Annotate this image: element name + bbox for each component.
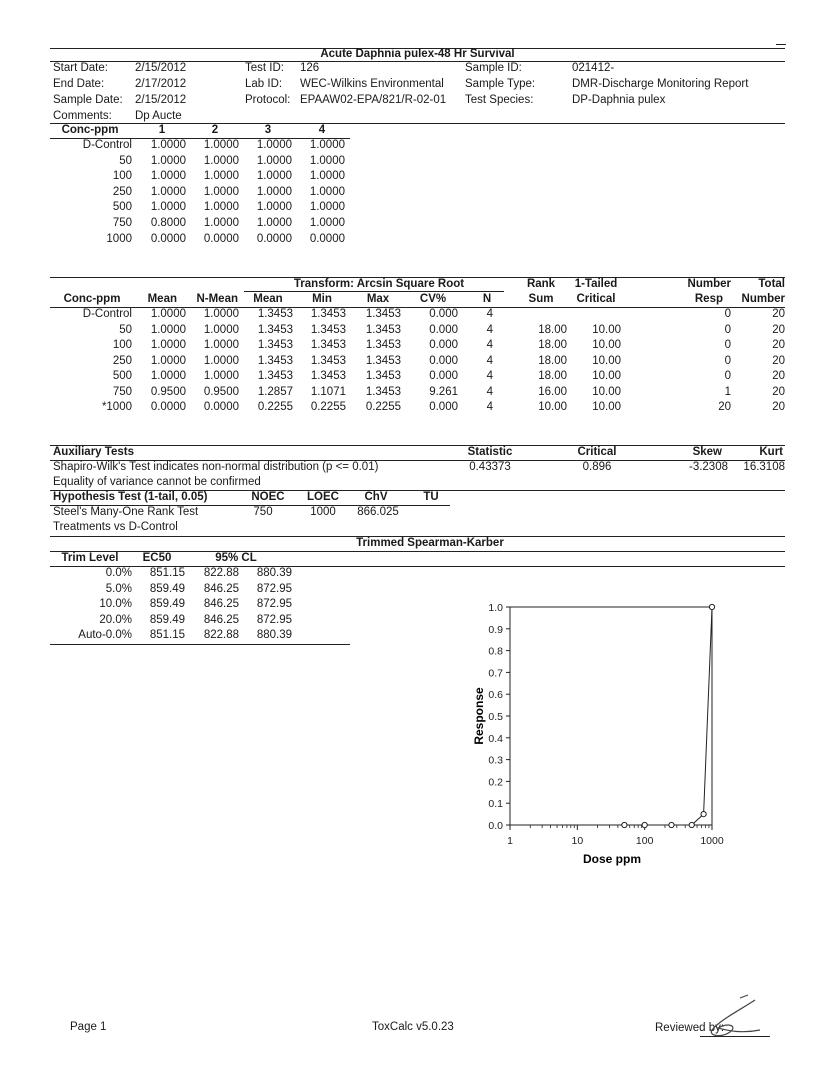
corner-mark <box>776 44 786 45</box>
summary-value: 0.0000 <box>150 401 186 413</box>
y-tick-label: 0.8 <box>488 645 503 658</box>
trim-level: 5.0% <box>105 582 132 595</box>
concentration: 250 <box>112 185 132 198</box>
summary-value: 20 <box>772 323 785 336</box>
statistic-value: 0.43373 <box>469 461 511 473</box>
summary-value: 1.3453 <box>365 385 401 398</box>
summary-value: 1.0000 <box>150 339 186 351</box>
data-point <box>701 812 706 817</box>
summary-value: 1.3453 <box>310 308 346 320</box>
column-header: Skew <box>692 446 722 458</box>
info-value: 126 <box>300 62 320 74</box>
summary-value: 1.3453 <box>365 323 401 336</box>
ec50-value: 851.15 <box>149 567 185 579</box>
summary-value: 10.00 <box>538 401 567 413</box>
sk-bottom-rule <box>50 644 350 645</box>
rep-value: 1.0000 <box>256 154 292 167</box>
summary-value: 18.00 <box>538 323 567 336</box>
summary-value: 20 <box>772 354 785 367</box>
loec-value: 1000 <box>310 506 336 518</box>
summary-value: 0.000 <box>429 323 458 336</box>
info-value: EPAAW02-EPA/821/R-02-01 <box>300 94 447 106</box>
summary-value: 0.9500 <box>150 385 186 398</box>
ec50-value: 880.39 <box>256 629 292 641</box>
y-tick-label: 0.4 <box>488 732 503 745</box>
ec50-value: 846.25 <box>203 598 239 610</box>
column-header: Conc-ppm <box>61 124 119 136</box>
ec50-value: 846.25 <box>203 582 239 595</box>
ec50-value: 859.49 <box>149 582 185 595</box>
data-point <box>709 604 714 609</box>
summary-value: 1.3453 <box>257 354 293 367</box>
concentration: 50 <box>119 154 132 167</box>
rep-value: 0.0000 <box>256 232 292 245</box>
x-tick-label: 1 <box>507 835 513 847</box>
info-label: Lab ID: <box>245 78 283 90</box>
summary-value: 10.00 <box>592 354 621 367</box>
hypothesis-note: Treatments vs D-Control <box>53 521 178 533</box>
summary-value: 4 <box>486 339 493 351</box>
summary-value: 9.261 <box>429 385 458 398</box>
rep-value: 1.0000 <box>150 154 186 167</box>
aux-title: Auxiliary Tests <box>53 446 134 458</box>
ec50-value: 859.49 <box>149 598 185 610</box>
summary-value: 1.0000 <box>203 354 239 367</box>
summary-value: 16.00 <box>538 385 567 398</box>
info-value: WEC-Wilkins Environmental <box>300 78 444 90</box>
summary-value: 20 <box>772 370 785 382</box>
column-header: 95% CL <box>215 552 257 564</box>
concentration: 250 <box>112 354 132 367</box>
summary-value: 1.3453 <box>365 354 401 367</box>
summary-value: 0.2255 <box>365 401 401 413</box>
info-label: Sample Type: <box>465 78 536 90</box>
x-tick-label: 1000 <box>700 835 724 847</box>
summary-value: 0.9500 <box>203 385 239 398</box>
signature-scribble <box>700 990 770 1040</box>
rep-value: 1.0000 <box>150 201 186 214</box>
concentration: 50 <box>119 323 132 336</box>
ec50-value: 872.95 <box>256 613 292 626</box>
y-tick-label: 0.6 <box>488 689 503 702</box>
summary-value: 1.3453 <box>310 370 346 382</box>
column-header: CV% <box>419 293 447 305</box>
column-header: N <box>482 293 492 305</box>
concentration: 750 <box>112 217 132 229</box>
ec50-value: 880.39 <box>256 567 292 579</box>
column-header: Rank <box>526 278 556 290</box>
concentration: 100 <box>112 339 132 351</box>
info-label: Sample Date: <box>53 94 123 106</box>
summary-value: 1.3453 <box>310 339 346 351</box>
y-tick-label: 0.3 <box>488 754 503 767</box>
summary-value: 4 <box>486 308 493 320</box>
rep-value: 0.0000 <box>150 232 186 245</box>
rep-value: 0.0000 <box>309 232 345 245</box>
info-value: 021412- <box>572 62 615 74</box>
summary-value: 18.00 <box>538 354 567 367</box>
summary-value: 0.000 <box>429 308 458 320</box>
y-axis-label: Response <box>472 687 486 745</box>
summary-value: 0.0000 <box>203 401 239 413</box>
ec50-value: 851.15 <box>149 629 185 641</box>
summary-value: 0.2255 <box>310 401 346 413</box>
summary-value: 4 <box>486 354 493 367</box>
summary-value: 1.3453 <box>257 339 293 351</box>
concentration: 1000 <box>106 232 132 245</box>
skew-value: -3.2308 <box>688 461 728 473</box>
transform-rule <box>244 291 504 292</box>
summary-value: 0.000 <box>429 354 458 367</box>
column-header: LOEC <box>307 491 339 503</box>
summary-value: 18.00 <box>538 339 567 351</box>
rep-value: 1.0000 <box>203 154 239 167</box>
summary-value: 1.3453 <box>365 308 401 320</box>
summary-value: 20 <box>772 308 785 320</box>
concentration: 100 <box>112 170 132 183</box>
y-tick-label: 0.9 <box>488 623 503 636</box>
summary-value: 18.00 <box>538 370 567 382</box>
rep-value: 1.0000 <box>203 217 239 229</box>
x-tick-label: 100 <box>635 835 654 847</box>
column-header: 1 <box>158 124 166 136</box>
page-number: Page 1 <box>70 1021 107 1033</box>
summary-value: 1.3453 <box>365 370 401 382</box>
summary-value: 0 <box>724 308 731 320</box>
column-header: N-Mean <box>196 293 238 305</box>
column-header: Total <box>758 278 785 290</box>
summary-value: 1.3453 <box>257 370 293 382</box>
rep-value: 1.0000 <box>203 185 239 198</box>
rep-value: 1.0000 <box>309 139 345 151</box>
ec50-value: 872.95 <box>256 582 292 595</box>
summary-value: 1.2857 <box>257 385 293 398</box>
summary-value: 1.0000 <box>150 323 186 336</box>
column-header: Mean <box>253 293 283 305</box>
rep-value: 0.8000 <box>150 217 186 229</box>
rep-value: 1.0000 <box>256 139 292 151</box>
rep-value: 1.0000 <box>150 139 186 151</box>
summary-value: 20 <box>772 339 785 351</box>
summary-value: 1.3453 <box>365 339 401 351</box>
concentration: D-Control <box>82 139 132 151</box>
response-series-line <box>624 607 712 825</box>
spearman-title: Trimmed Spearman-Karber <box>356 537 504 549</box>
column-header: 1-Tailed <box>574 278 618 290</box>
column-header: Critical <box>576 293 616 305</box>
concentration: D-Control <box>82 308 132 320</box>
chv-value: 866.025 <box>357 506 399 518</box>
summary-value: 1.3453 <box>257 308 293 320</box>
data-point <box>669 822 674 827</box>
summary-value: 1.0000 <box>203 339 239 351</box>
info-value: 2/15/2012 <box>135 62 187 74</box>
column-header: Resp <box>694 293 723 305</box>
software-version: ToxCalc v5.0.23 <box>372 1021 454 1033</box>
column-header: Min <box>312 293 332 305</box>
rep-value: 1.0000 <box>309 217 345 229</box>
column-header: Sum <box>528 293 554 305</box>
info-value: DP-Daphnia pulex <box>572 94 666 106</box>
report-title: Acute Daphnia pulex-48 Hr Survival <box>320 48 515 60</box>
summary-value: 1.0000 <box>150 308 186 320</box>
summary-value: 0 <box>724 323 731 336</box>
column-header: Conc-ppm <box>63 293 121 305</box>
info-value: DMR-Discharge Monitoring Report <box>572 78 749 90</box>
trim-level: 10.0% <box>99 598 132 610</box>
column-header: Mean <box>147 293 177 305</box>
column-header: EC50 <box>142 552 172 564</box>
summary-value: 10.00 <box>592 339 621 351</box>
summary-value: 4 <box>486 323 493 336</box>
info-label: Test ID: <box>245 62 284 74</box>
y-tick-label: 0.1 <box>488 798 503 811</box>
summary-value: 1.0000 <box>203 370 239 382</box>
column-header: Kurt <box>759 446 783 458</box>
rep-value: 1.0000 <box>203 170 239 183</box>
data-point <box>689 822 694 827</box>
y-tick-label: 0.2 <box>488 776 503 789</box>
hypothesis-title: Hypothesis Test (1-tail, 0.05) <box>53 491 208 503</box>
summary-value: 0 <box>724 354 731 367</box>
comments-value: Dp Aucte <box>135 110 182 122</box>
ec50-value: 872.95 <box>256 598 292 610</box>
transform-label: Transform: Arcsin Square Root <box>293 278 465 290</box>
info-label: End Date: <box>53 78 105 90</box>
column-header: 3 <box>264 124 272 136</box>
column-header: Number <box>687 278 731 290</box>
rep-value: 1.0000 <box>309 185 345 198</box>
summary-value: 4 <box>486 385 493 398</box>
column-header: Critical <box>577 446 617 458</box>
summary-value: 1.1071 <box>310 385 346 398</box>
kurt-value: 16.3108 <box>743 461 785 473</box>
hypothesis-test-name: Steel's Many-One Rank Test <box>53 506 199 518</box>
column-header: ChV <box>364 491 388 503</box>
column-header: Trim Level <box>61 552 119 564</box>
summary-value: 10.00 <box>592 401 621 413</box>
rep-value: 1.0000 <box>150 185 186 198</box>
concentration: *1000 <box>101 401 132 413</box>
rep-value: 1.0000 <box>256 217 292 229</box>
info-label: Sample ID: <box>465 62 522 74</box>
dose-response-chart <box>440 590 770 880</box>
info-value: 2/15/2012 <box>135 94 187 106</box>
column-header: Number <box>741 293 785 305</box>
summary-value: 0 <box>724 370 731 382</box>
ec50-value: 822.88 <box>203 567 239 579</box>
rep-value: 1.0000 <box>309 170 345 183</box>
summary-value: 1.3453 <box>257 323 293 336</box>
x-tick-label: 10 <box>571 835 584 847</box>
data-point <box>642 822 647 827</box>
summary-value: 1.0000 <box>203 323 239 336</box>
summary-value: 1.0000 <box>150 370 186 382</box>
rep-value: 1.0000 <box>256 170 292 183</box>
info-label: Protocol: <box>245 94 291 106</box>
rep-value: 1.0000 <box>309 154 345 167</box>
summary-value: 1.0000 <box>203 308 239 320</box>
summary-value: 0.000 <box>429 339 458 351</box>
rep-value: 1.0000 <box>203 139 239 151</box>
info-label: Test Species: <box>465 94 534 106</box>
summary-value: 0.000 <box>429 401 458 413</box>
summary-value: 1.0000 <box>150 354 186 367</box>
summary-value: 1 <box>724 385 731 398</box>
x-axis-label: Dose ppm <box>582 852 642 866</box>
rep-value: 1.0000 <box>150 170 186 183</box>
trim-level: 20.0% <box>99 613 132 626</box>
summary-value: 4 <box>486 370 493 382</box>
summary-value: 10.00 <box>592 323 621 336</box>
column-header: Max <box>366 293 390 305</box>
summary-value: 0 <box>724 339 731 351</box>
summary-value: 20 <box>772 401 785 413</box>
column-header: TU <box>423 491 439 503</box>
concentration: 500 <box>112 201 132 214</box>
rep-value: 1.0000 <box>256 201 292 214</box>
data-point <box>622 822 627 827</box>
summary-value: 20 <box>772 385 785 398</box>
y-tick-label: 0.0 <box>488 820 503 832</box>
column-header: NOEC <box>251 491 285 503</box>
critical-value: 0.896 <box>582 461 612 473</box>
comments-label: Comments: <box>53 110 112 122</box>
concentration: 500 <box>112 370 132 382</box>
concentration: 750 <box>112 385 132 398</box>
rep-value: 1.0000 <box>203 201 239 214</box>
rep-value: 0.0000 <box>203 232 239 245</box>
noec-value: 750 <box>253 506 273 518</box>
aux-test-name: Shapiro-Wilk's Test indicates non-normal distribution (p <= 0.01) <box>53 461 379 473</box>
ec50-value: 859.49 <box>149 613 185 626</box>
trim-level: Auto-0.0% <box>78 629 132 641</box>
column-header: Statistic <box>467 446 513 458</box>
summary-value: 1.3453 <box>310 323 346 336</box>
summary-value: 10.00 <box>592 385 621 398</box>
ec50-value: 846.25 <box>203 613 239 626</box>
y-tick-label: 0.7 <box>488 667 503 680</box>
column-header: 2 <box>211 124 219 136</box>
info-label: Start Date: <box>53 62 108 74</box>
summary-value: 0.2255 <box>257 401 293 413</box>
y-tick-label: 1.0 <box>488 602 503 614</box>
column-header: 4 <box>318 124 326 136</box>
ec50-value: 822.88 <box>203 629 239 641</box>
trim-level: 0.0% <box>105 567 132 579</box>
info-value: 2/17/2012 <box>135 78 187 90</box>
y-tick-label: 0.5 <box>488 711 503 723</box>
summary-value: 1.3453 <box>310 354 346 367</box>
summary-value: 0.000 <box>429 370 458 382</box>
summary-value: 4 <box>486 401 493 413</box>
rep-value: 1.0000 <box>309 201 345 214</box>
summary-value: 10.00 <box>592 370 621 382</box>
aux-note: Equality of variance cannot be confirmed <box>53 476 261 488</box>
summary-value: 20 <box>718 401 731 413</box>
rep-value: 1.0000 <box>256 185 292 198</box>
reviewed-by-label: Reviewed by: <box>655 1022 725 1034</box>
